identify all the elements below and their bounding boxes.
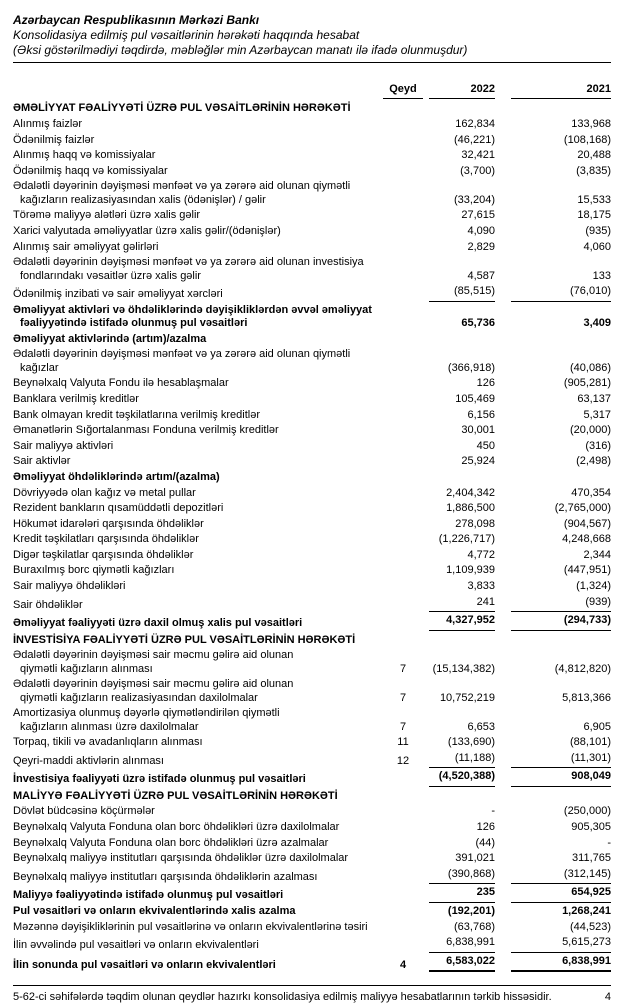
row-value-2021: (4,812,820) bbox=[554, 662, 611, 675]
row-label: Sair maliyyə aktivləri bbox=[13, 439, 114, 452]
row-label: Xarici valyutada əməliyyatlar üzrə xalis gəlir/(ödənişlər) bbox=[13, 224, 281, 237]
row-value-2021: (2,765,000) bbox=[554, 502, 611, 515]
row-value-2021: (316) bbox=[585, 439, 611, 452]
row-value-2021: 3,409 bbox=[583, 317, 611, 330]
row-value-2021: 6,838,991 bbox=[511, 955, 611, 972]
column-header-2021: 2021 bbox=[511, 83, 611, 99]
row-value-2021: 4,248,668 bbox=[562, 533, 611, 546]
row-value-2022: 162,834 bbox=[455, 118, 495, 130]
row-value-2022: (11,188) bbox=[429, 752, 495, 768]
row-label: MALİYYƏ FƏALİYYƏTİ ÜZRƏ PUL VƏSAİTLƏRİNİN HƏRƏKƏTİ bbox=[13, 789, 338, 802]
row-value-2022: 10,752,219 bbox=[439, 691, 495, 704]
row-value-2021: 1,268,241 bbox=[562, 905, 611, 917]
statement-row bbox=[13, 884, 611, 903]
row-label: Ödənilmiş faizlər bbox=[13, 133, 95, 146]
row-value-2022: 3,833 bbox=[467, 580, 495, 593]
row-value-2021: (44,523) bbox=[570, 920, 611, 933]
row-value-2021: (3,835) bbox=[576, 164, 611, 177]
statement-row bbox=[13, 819, 611, 835]
row-value-2021: 654,925 bbox=[511, 886, 611, 902]
row-value-2021: 311,765 bbox=[572, 852, 611, 865]
statement-row bbox=[13, 469, 611, 485]
row-label: Əmanətlərin Sığortalanması Fonduna verilmiş kreditlər bbox=[13, 424, 279, 437]
row-label: Sair öhdəliklər bbox=[13, 598, 83, 611]
row-label: Beynəlxalq Valyuta Fonduna olan borc öhdəlikləri üzrə azalmalar bbox=[13, 836, 329, 849]
statement-row bbox=[13, 647, 611, 676]
statement-row bbox=[13, 391, 611, 407]
statement-row bbox=[13, 768, 611, 787]
row-note-ref: 12 bbox=[396, 754, 410, 767]
row-label: ƏMƏLİYYAT FƏALİYYƏTİ ÜZRƏ PUL VƏSAİTLƏRİNİN HƏRƏKƏTİ bbox=[13, 102, 351, 115]
row-value-2022: 105,469 bbox=[455, 392, 495, 405]
row-label: İNVESTİSİYA FƏALİYYƏTİ ÜZRƏ PUL VƏSAİTLƏRİNİN HƏRƏKƏTİ bbox=[13, 633, 356, 646]
row-value-2021: 15,533 bbox=[577, 193, 611, 206]
statement-row bbox=[13, 116, 611, 132]
row-value-2022: 4,772 bbox=[467, 548, 495, 561]
page-footer bbox=[13, 985, 611, 1003]
row-label: Torpaq, tikili və avadanlıqların alınması bbox=[13, 736, 203, 749]
statement-row bbox=[13, 531, 611, 547]
row-value-2022: 25,924 bbox=[461, 455, 495, 468]
row-label: Əməliyyat aktivlərində (artım)/azalma bbox=[13, 332, 207, 345]
footer-note: 5-62-ci səhifələrdə təqdim olunan qeydlər hazırkı konsolidasiya edilmiş maliyyə hesabatlarının tərkib hissəsidir. bbox=[13, 991, 552, 1003]
statement-rows bbox=[13, 99, 611, 972]
row-value-2021: 20,488 bbox=[577, 149, 611, 162]
column-header-note: Qeyd bbox=[383, 83, 423, 99]
page-number: 4 bbox=[604, 991, 611, 1003]
row-value-2021: (1,324) bbox=[576, 580, 611, 593]
row-value-2021: 2,344 bbox=[583, 548, 611, 561]
row-label: İlin əvvəlində pul vəsaitləri və onların ekvivalentləri bbox=[13, 939, 259, 952]
row-value-2022: (46,221) bbox=[454, 133, 495, 146]
section-header-row bbox=[13, 631, 611, 647]
row-label: Amortizasiya olunmuş dəyərlə qiymətləndirilən qiymətli kağızların alınması üzrə daxilolmalar bbox=[13, 707, 280, 733]
statement-row bbox=[13, 918, 611, 934]
row-value-2021: 4,060 bbox=[583, 240, 611, 253]
row-label: Buraxılmış borc qiymətli kağızları bbox=[13, 564, 175, 577]
row-label: Kredit təşkilatları qarşısında öhdəliklər bbox=[13, 533, 199, 546]
statement-row bbox=[13, 207, 611, 223]
row-label: Alınmış faizlər bbox=[13, 118, 83, 130]
row-value-2021: - bbox=[607, 836, 611, 849]
row-label: Ədalətli dəyərinin dəyişməsi mənfəət və ya zərərə aid olunan qiymətli kağızlar bbox=[13, 348, 351, 374]
statement-row bbox=[13, 834, 611, 850]
row-label: Ədalətli dəyərinin dəyişməsi mənfəət və ya zərərə aid olunan investisiya fondlarındakı vəsaitlər üzrə xalis gəlir bbox=[13, 256, 364, 282]
row-value-2022: (1,226,717) bbox=[438, 533, 495, 546]
currency-note: (Əksi göstərilmədiyi təqdirdə, məbləğlər min Azərbaycan manatı ilə ifadə olunmuşdur) bbox=[13, 43, 468, 57]
statement-row bbox=[13, 484, 611, 500]
statement-row bbox=[13, 676, 611, 705]
statement-row bbox=[13, 223, 611, 239]
row-value-2021: (905,281) bbox=[563, 377, 611, 390]
statement-row bbox=[13, 331, 611, 347]
header-divider bbox=[13, 62, 611, 63]
statement-row bbox=[13, 438, 611, 454]
statement-row bbox=[13, 734, 611, 750]
report-title: Konsolidasiya edilmiş pul vəsaitlərinin hərəkəti haqqında hesabat bbox=[13, 28, 360, 42]
row-value-2022: 2,829 bbox=[467, 240, 495, 253]
row-value-2021: 18,175 bbox=[577, 209, 611, 222]
row-value-2021: (76,010) bbox=[511, 285, 611, 301]
table-column-headers bbox=[13, 83, 611, 99]
row-label: Beynəlxalq Valyuta Fondu ilə hesablaşmalar bbox=[13, 377, 229, 390]
statement-row bbox=[13, 516, 611, 532]
statement-row bbox=[13, 578, 611, 594]
row-value-2021: (250,000) bbox=[563, 805, 611, 818]
statement-row bbox=[13, 934, 611, 953]
row-value-2021: 5,615,273 bbox=[511, 936, 611, 952]
row-value-2022: 27,615 bbox=[461, 209, 495, 222]
row-label: Əməliyyat öhdəliklərində artım/(azalma) bbox=[13, 470, 220, 483]
row-note-ref: 7 bbox=[399, 691, 407, 704]
row-label: Törəmə maliyyə alətləri üzrə xalis gəlir bbox=[13, 209, 201, 222]
statement-row bbox=[13, 406, 611, 422]
column-header-2022: 2022 bbox=[429, 83, 495, 99]
row-value-2021: (108,168) bbox=[563, 133, 611, 146]
row-label: Dövriyyədə olan kağız və metal pullar bbox=[13, 486, 196, 499]
row-value-2022: (33,204) bbox=[454, 193, 495, 206]
row-value-2021: (904,567) bbox=[563, 517, 611, 530]
section-header-row bbox=[13, 787, 611, 803]
row-value-2022: 391,021 bbox=[455, 852, 495, 865]
statement-row bbox=[13, 803, 611, 819]
row-label: Banklara verilmiş kreditlər bbox=[13, 392, 139, 405]
statement-row bbox=[13, 903, 611, 919]
section-header-row bbox=[13, 99, 611, 115]
row-note-ref: 4 bbox=[399, 958, 407, 971]
row-label: Əməliyyat fəaliyyəti üzrə daxil olmuş xalis pul vəsaitləri bbox=[13, 617, 303, 630]
row-label: Dövlət büdcəsinə köçürmələr bbox=[13, 805, 155, 818]
bank-name: Azərbaycan Respublikasının Mərkəzi Bankı bbox=[13, 13, 260, 27]
statement-row bbox=[13, 750, 611, 769]
row-value-2021: 133 bbox=[592, 269, 611, 282]
row-label: Alınmış sair əməliyyat gəlirləri bbox=[13, 240, 159, 253]
row-value-2022: (63,768) bbox=[454, 920, 495, 933]
statement-row bbox=[13, 453, 611, 469]
row-value-2022: 235 bbox=[429, 886, 495, 902]
row-value-2021: (11,301) bbox=[511, 752, 611, 768]
row-label: Pul vəsaitləri və onların ekvivalentlərində xalis azalma bbox=[13, 905, 296, 917]
row-label: Məzənnə dəyişikliklərinin pul vəsaitlərinə və onların ekvivalentlərinə təsiri bbox=[13, 920, 368, 933]
row-value-2021: (935) bbox=[585, 224, 611, 237]
row-value-2021: (939) bbox=[511, 596, 611, 612]
row-value-2022: (133,690) bbox=[447, 736, 495, 749]
statement-row bbox=[13, 593, 611, 612]
row-note-ref: 11 bbox=[397, 736, 409, 749]
row-value-2022: 6,156 bbox=[467, 408, 495, 421]
row-value-2021: (40,086) bbox=[570, 361, 611, 374]
statement-row bbox=[13, 375, 611, 391]
row-value-2021: 6,905 bbox=[583, 720, 611, 733]
row-value-2022: 30,001 bbox=[461, 424, 495, 437]
statement-row bbox=[13, 547, 611, 563]
row-label: Ədalətli dəyərinin dəyişməsi sair məcmu gəlirə aid olunan qiymətli kağızların alınması bbox=[13, 649, 294, 675]
row-value-2021: 908,049 bbox=[511, 770, 611, 786]
row-value-2022: 6,838,991 bbox=[429, 936, 495, 952]
row-label: Beynəlxalq Valyuta Fonduna olan borc öhdəlikləri üzrə daxilolmalar bbox=[13, 821, 340, 834]
row-value-2022: 4,090 bbox=[467, 224, 495, 237]
statement-row bbox=[13, 500, 611, 516]
row-label: Ödənilmiş haqq və komissiyalar bbox=[13, 164, 168, 177]
statement-row bbox=[13, 283, 611, 302]
row-value-2022: 4,327,952 bbox=[429, 614, 495, 630]
statement-row bbox=[13, 238, 611, 254]
row-label: Alınmış haqq və komissiyalar bbox=[13, 149, 156, 162]
row-label: Digər təşkilatlar qarşısında öhdəliklər bbox=[13, 548, 194, 561]
row-label: İlin sonunda pul vəsaitləri və onların ekvivalentləri bbox=[13, 958, 276, 971]
row-label: Ədalətli dəyərinin dəyişməsi sair məcmu gəlirə aid olunan qiymətli kağızların realizasiyasından daxilolmalar bbox=[13, 678, 294, 704]
row-label: Hökumət idarələri qarşısında öhdəliklər bbox=[13, 517, 204, 530]
row-value-2022: (366,918) bbox=[447, 361, 495, 374]
row-label: Beynəlxalq maliyyə institutları qarşısında öhdəliklərin azalması bbox=[13, 870, 318, 883]
row-value-2021: (294,733) bbox=[511, 614, 611, 630]
row-value-2022: (4,520,388) bbox=[429, 770, 495, 786]
row-value-2022: 126 bbox=[476, 821, 495, 834]
statement-row bbox=[13, 254, 611, 283]
row-value-2021: 5,813,366 bbox=[562, 691, 611, 704]
statement-row bbox=[13, 562, 611, 578]
statement-row bbox=[13, 422, 611, 438]
row-value-2022: 1,886,500 bbox=[446, 502, 495, 515]
statement-row bbox=[13, 850, 611, 866]
report-header bbox=[13, 13, 611, 58]
row-value-2021: 63,137 bbox=[577, 392, 611, 405]
statement-row bbox=[13, 346, 611, 375]
statement-row bbox=[13, 866, 611, 885]
row-value-2022: (85,515) bbox=[429, 285, 495, 301]
row-label: Sair maliyyə öhdəlikləri bbox=[13, 580, 126, 593]
row-label: Beynəlxalq maliyyə institutları qarşısında öhdəliklər üzrə daxilolmalar bbox=[13, 852, 349, 865]
row-label: Bank olmayan kredit təşkilatlarına verilmiş kreditlər bbox=[13, 408, 260, 421]
row-value-2022: (192,201) bbox=[447, 905, 495, 917]
row-value-2022: 32,421 bbox=[461, 149, 495, 162]
row-value-2021: (20,000) bbox=[570, 424, 611, 437]
row-value-2021: 5,317 bbox=[583, 408, 611, 421]
row-value-2021: 470,354 bbox=[571, 486, 611, 499]
statement-row bbox=[13, 147, 611, 163]
statement-row bbox=[13, 705, 611, 734]
row-value-2022: 278,098 bbox=[455, 517, 495, 530]
row-label: Əməliyyat aktivləri və öhdəliklərində dəyişikliklərdən əvvəl əməliyyat fəaliyyətində istifadə olunmuş pul vəsaitləri bbox=[13, 303, 372, 330]
row-value-2021: (2,498) bbox=[576, 455, 611, 468]
row-value-2022: 65,736 bbox=[461, 317, 495, 330]
row-label: İnvestisiya fəaliyyəti üzrə istifadə olunmuş pul vəsaitləri bbox=[13, 773, 306, 786]
row-note-ref: 7 bbox=[399, 662, 407, 675]
row-value-2022: (390,868) bbox=[429, 868, 495, 884]
statement-row bbox=[13, 302, 611, 331]
row-label: Rezident bankların qısamüddətli depozitləri bbox=[13, 502, 224, 515]
row-value-2022: 2,404,342 bbox=[446, 486, 495, 499]
row-value-2021: (88,101) bbox=[570, 736, 611, 749]
statement-row bbox=[13, 131, 611, 147]
row-value-2022: 4,587 bbox=[467, 269, 495, 282]
statement-row bbox=[13, 612, 611, 631]
row-value-2021: 133,968 bbox=[571, 118, 611, 130]
row-value-2022: 126 bbox=[476, 377, 495, 390]
statement-row bbox=[13, 953, 611, 973]
statement-row bbox=[13, 178, 611, 207]
row-value-2022: (15,134,382) bbox=[432, 662, 495, 675]
row-value-2022: 450 bbox=[476, 439, 495, 452]
row-value-2021: (312,145) bbox=[511, 868, 611, 884]
row-label: Qeyri-maddi aktivlərin alınması bbox=[13, 754, 164, 767]
row-label: Ədalətli dəyərinin dəyişməsi mənfəət və ya zərərə aid olunan qiymətli kağızların realizasiyasından xalis (ödənişlər) / gəlir bbox=[13, 180, 351, 206]
row-value-2022: 241 bbox=[429, 596, 495, 612]
row-value-2022: 6,583,022 bbox=[429, 955, 495, 972]
row-value-2022: (44) bbox=[475, 836, 495, 849]
row-label: Maliyyə fəaliyyətində istifadə olunmuş pul vəsaitləri bbox=[13, 889, 284, 902]
row-note-ref: 7 bbox=[399, 720, 407, 733]
row-value-2022: - bbox=[491, 805, 495, 818]
row-label: Sair aktivlər bbox=[13, 455, 71, 468]
statement-row bbox=[13, 163, 611, 179]
row-label: Ödənilmiş inzibati və sair əməliyyat xərcləri bbox=[13, 288, 223, 301]
row-value-2022: 1,109,939 bbox=[446, 564, 495, 577]
row-value-2021: (447,951) bbox=[563, 564, 611, 577]
row-value-2022: (3,700) bbox=[460, 164, 495, 177]
row-value-2021: 905,305 bbox=[571, 821, 611, 834]
row-value-2022: 6,653 bbox=[467, 720, 495, 733]
